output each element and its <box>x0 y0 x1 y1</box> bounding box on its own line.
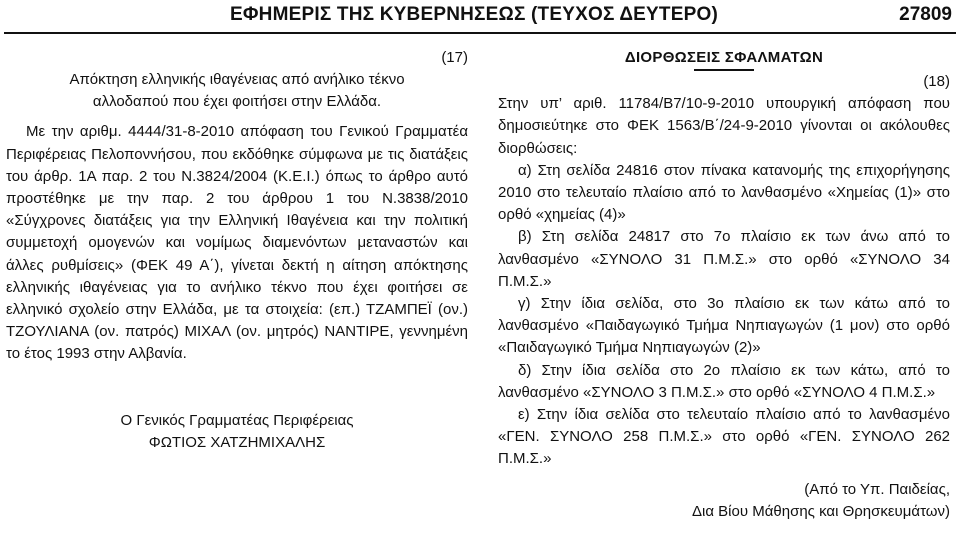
page-header <box>0 0 960 34</box>
announcement-body: Με την αριθμ. 4444/31-8-2010 απόφαση του Γενικού Γραμματέα Περιφέρειας Πελοποννήσου, που εκδόθηκε σύμφωνα με τις διατάξεις του άρθρ. 1Α παρ. 2 του Ν.3824/2004 (Κ.Ε.Ι.) όπως το άρθρο αυτό προστέθηκε με την παρ. 2 του άρθρου 1 του Ν.3838/2010 «Σύγχρονες διατάξεις για την Ελληνική Ιθαγένεια και την πολιτική συμμετοχή ομογενών και νομίμως διαμενόντων μεταναστών και άλλες ρυθμίσεις» (ΦΕΚ 49 Α΄), γίνεται δεκτή η αίτηση απόκτησης ελληνικής ιθαγένειας για το ανήλικο τέκνο που έχει φοιτήσει σε ελληνικό σχολείο στην Ελλάδα, με τα στοιχεία: (επ.) ΤΖΑΜΠΕΪ (ον.) ΤΖΟΥΛΙΑΝΑ (ον. πατρός) ΜΙΧΑΛ (ον. μητρός) ΝΑΝΤΙΡΕ, γεννημένη το έτος 1993 στην Αλβανία. <box>6 123 468 363</box>
announcement-number: (17) <box>441 49 468 66</box>
gazette-title: ΕΦΗΜΕΡΙΣ ΤΗΣ ΚΥΒΕΡΝΗΣΕΩΣ (ΤΕΥΧΟΣ ΔΕΥΤΕΡΟ) <box>230 4 718 25</box>
announcement-title-line-1: Απόκτηση ελληνικής ιθαγένειας από ανήλικο τέκνο <box>69 71 405 88</box>
source-line-1: (Από το Υπ. Παιδείας, <box>804 480 950 498</box>
correction-item-a: α) Στη σελίδα 24816 στον πίνακα κατανομής της επιχορήγησης 2010 στο τελευταίο πλαίσιο από το λανθασμένο «Χημείας (1)» στο ορθό «χημείας (4)» <box>498 161 950 224</box>
section-title: ΔΙΟΡΘΩΣΕΙΣ ΣΦΑΛΜΑΤΩΝ <box>624 49 824 66</box>
page-number: 27809 <box>899 4 952 25</box>
signature-role: Ο Γενικός Γραμματέας Περιφέρειας <box>120 411 354 429</box>
correction-item-b: β) Στη σελίδα 24817 στο 7ο πλαίσιο εκ των άνω από το λανθασμένο «ΣΥΝΟΛΟ 31 Π.Μ.Σ.» στο ορθό «ΣΥΝΟΛΟ 34 Π.Μ.Σ.» <box>498 228 950 290</box>
header-divider <box>4 32 956 34</box>
correction-number: (18) <box>923 73 950 91</box>
announcement-title-line-2: αλλοδαπού που έχει φοιτήσει στην Ελλάδα. <box>92 93 382 111</box>
correction-intro: Στην υπ’ αριθ. 11784/Β7/10-9-2010 υπουργική απόφαση που δημοσιεύτηκε στο ΦΕΚ 1563/Β΄/24-9-2010 γίνονται οι ακόλουθες διορθώσεις: <box>498 95 950 157</box>
correction-item-e: ε) Στην ίδια σελίδα στο τελευταίο πλαίσιο από το λανθασμένο «ΓΕΝ. ΣΥΝΟΛΟ 258 Π.Μ.Σ.» στο ορθό «ΓΕΝ. ΣΥΝΟΛΟ 262 Π.Μ.Σ.» <box>498 406 950 468</box>
source-line-2: Δια Βίου Μάθησης και Θρησκευμάτων) <box>691 502 950 520</box>
left-column <box>6 47 468 454</box>
right-column <box>498 47 950 523</box>
signature-name: ΦΩΤΙΟΣ ΧΑΤΖΗΜΙΧΑΛΗΣ <box>148 433 326 451</box>
correction-item-c: γ) Στην ίδια σελίδα, στο 3ο πλαίσιο εκ των κάτω από το λανθασμένο «Παιδαγωγικό Τμήμα Νηπιαγωγών (1 μον) στο ορθό «Παιδαγωγικό Τμήμα Νηπιαγωγών (2)» <box>498 295 950 357</box>
correction-item-d: δ) Στην ίδια σελίδα στο 2ο πλαίσιο εκ των κάτω, από το λανθασμένο «ΣΥΝΟΛΟ 3 Π.Μ.Σ.» στο ορθό «ΣΥΝΟΛΟ 4 Π.Μ.Σ.» <box>498 361 950 401</box>
